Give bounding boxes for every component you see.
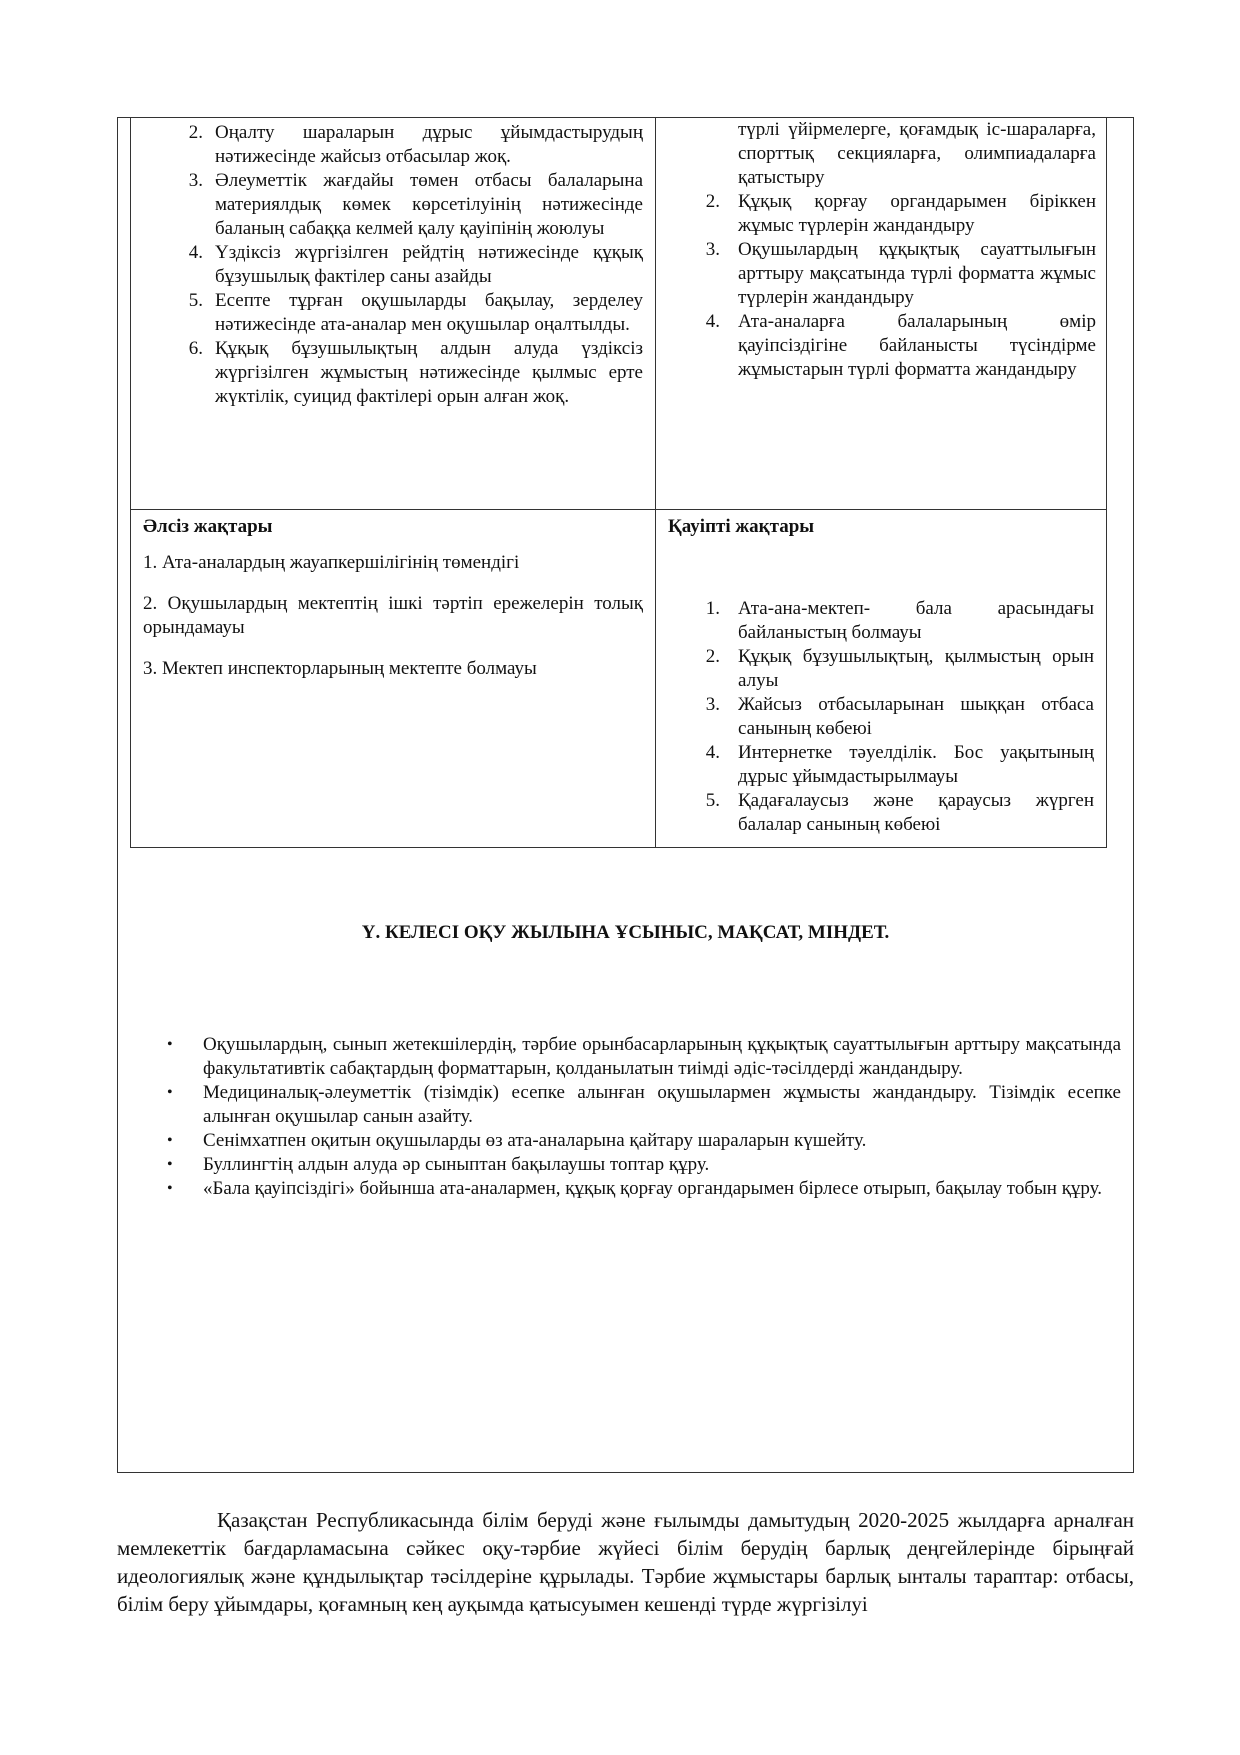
list-item: • «Бала қауіпсіздігі» бойынша ата-аналармен, құқық қорғау органдарымен бірлесе отырып, бақылау тобын құру. xyxy=(167,1178,1103,1199)
weaknesses-cell xyxy=(131,510,656,848)
list-item: • Оқушылардың, сынып жетекшілердің, тәрбие орынбасарларының құқықтық сауаттылығын арттыру мақсатында факультативтік сабақтардың форматтарын, қолданылатын тиімді әдіс-тәсілдерді жандандыру. xyxy=(167,1034,1121,1079)
list-item: • Сенімхатпен оқитын оқушыларды өз ата-аналарына қайтару шараларын күшейту. xyxy=(167,1130,867,1151)
recommendations-list xyxy=(163,1033,1121,1201)
list-item: 4. Интернетке тәуелділік. Бос уақытының дұрыс ұйымдастырылмауы xyxy=(705,742,1094,787)
list-item: 5. Есепте тұрған оқушыларды бақылау, зерделеу нәтижесінде ата-аналар мен оқушылар оңалтылды. xyxy=(188,290,643,335)
list-item: 3. Жайсыз отбасыларынан шыққан отбаса санының көбеюі xyxy=(705,694,1094,739)
list-item: 4. Үздіксіз жүргізілген рейдтің нәтижесінде құқық бұзушылық фактілер саны азайды xyxy=(188,242,643,287)
list-item: 4. Ата-аналарға балаларының өмір қауіпсіздігіне байланысты түсіндірме жұмыстарын түрлі форматта жандандыру xyxy=(705,311,1096,380)
list-item: • Медициналық-әлеуметтік (тізімдік) есепке алынған оқушылармен жұмысты жандандыру. Тізімдік есепке алынған оқушылар санын азайту. xyxy=(167,1082,1121,1127)
section-title: Ү. КЕЛЕСІ ОҚУ ЖЫЛЫНА ҰСЫНЫС, МАҚСАТ, МІНДЕТ. xyxy=(361,922,890,943)
bullet-icon: • xyxy=(167,1084,173,1101)
list-item: 2. Құқық қорғау органдарымен біріккен жұмыс түрлерін жандандыру xyxy=(705,191,1096,236)
list-item: 5. Қадағалаусыз және қараусыз жүрген балалар санының көбеюі xyxy=(705,790,1094,835)
weakness-item: 2. Оқушылардың мектептің ішкі тәртіп ережелерін толық орындамауы xyxy=(143,593,643,638)
bullet-icon: • xyxy=(167,1180,173,1197)
list-item: 3. Оқушылардың құқықтық сауаттылығын арттыру мақсатында түрлі форматта жұмыс түрлерін жандандыру xyxy=(705,239,1096,308)
weakness-item: 3. Мектеп инспекторларының мектепте болмауы xyxy=(143,658,537,679)
strengths-list xyxy=(131,121,643,409)
list-item: • Буллингтің алдын алуда әр сыныптан бақылаушы топтар құру. xyxy=(167,1154,710,1175)
strengths-cell xyxy=(131,118,656,510)
body-paragraph: Қазақстан Республикасында білім беруді және ғылымды дамытудың 2020-2025 жылдарға арналған мемлекеттік бағдарламасына сәйкес оқу-тәрбие жүйесі білім берудің барлық деңгейлерінде бірыңғай идеологиялық және құндылықтар тәсілдеріне құрылады. Тәрбие жұмыстары барлық ынталы тараптар: отбасы, білім беру ұйымдары, қоғамның кең ауқымда қатысуымен кешенді түрде жүргізілуі xyxy=(117,1508,1134,1616)
weakness-item: 1. Ата-аналардың жауапкершілігінің төмендігі xyxy=(143,552,520,573)
list-item: 2. Оңалту шараларын дұрыс ұйымдастырудың нәтижесінде жайсыз отбасылар жоқ. xyxy=(188,122,643,167)
threats-list xyxy=(668,597,1094,837)
weaknesses-title: Әлсіз жақтары xyxy=(143,516,273,537)
list-item: 1. Ата-ана-мектеп- бала арасындағы байланыстың болмауы xyxy=(705,598,1094,643)
list-item: 3. Әлеуметтік жағдайы төмен отбасы балаларына материялдық көмек көрсетілуінің нәтижесінде баланың сабаққа келмей қалу қауіпінің жоюлуы xyxy=(188,170,643,239)
threats-title: Қауіпті жақтары xyxy=(668,516,815,537)
bullet-icon: • xyxy=(167,1036,173,1053)
threats-cell xyxy=(656,510,1107,848)
bullet-icon: • xyxy=(167,1156,173,1173)
opportunities-list xyxy=(668,190,1096,382)
list-item: 6. Құқық бұзушылықтың алдын алуда үздіксіз жүргізілген жұмыстың нәтижесінде қылмыс ерте жүктілік, суицид фактілері орын алған жоқ. xyxy=(188,338,643,407)
swot-table xyxy=(130,117,1107,848)
opportunities-cell xyxy=(656,118,1107,510)
bullet-icon: • xyxy=(167,1132,173,1149)
opportunities-continuation: түрлі үйірмелерге, қоғамдық іс-шараларға, спорттық секцияларға, олимпиадаларға қатыстыру xyxy=(738,119,1096,188)
list-item: 2. Құқық бұзушылықтың, қылмыстың орын алуы xyxy=(705,646,1094,691)
